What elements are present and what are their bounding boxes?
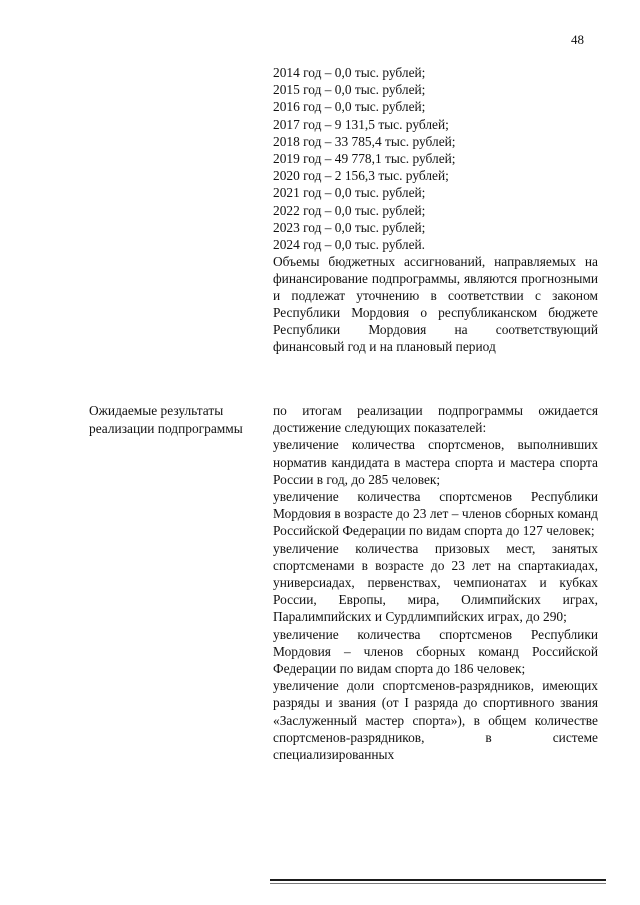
result-item: увеличение количества спортсменов, выполнивших норматив кандидата в мастера спорта и мастера спорта России в год, до 285 человек; (273, 437, 598, 487)
funding-year-item: 2014 год – 0,0 тыс. рублей; (273, 65, 426, 80)
funding-year-item: 2016 год – 0,0 тыс. рублей; (273, 99, 426, 115)
funding-year-item: 2021 год – 0,0 тыс. рублей; (273, 185, 426, 201)
funding-year-item: 2018 год – 33 785,4 тыс. рублей; (273, 133, 456, 149)
page-number: 48 (571, 32, 584, 47)
funding-year-item: 2022 год – 0,0 тыс. рублей; (273, 202, 426, 218)
funding-by-year-list (273, 64, 603, 253)
funding-year-item: 2017 год – 9 131,5 тыс. рублей; (273, 116, 449, 132)
funding-year-item: 2019 год – 49 778,1 тыс. рублей; (273, 151, 456, 167)
funding-year-item: 2015 год – 0,0 тыс. рублей; (273, 82, 426, 98)
result-item: увеличение количества спортсменов Республики Мордовия – членов сборных команд Российской Федерации по видам спорта до 186 человек; (273, 626, 598, 677)
funding-year-item: 2024 год – 0,0 тыс. рублей. (273, 237, 426, 253)
results-intro: по итогам реализации подпрограммы ожидается достижение следующих показателей: (273, 403, 598, 436)
result-item: увеличение количества призовых мест, занятых спортсменами в возрасте до 23 лет на спартакиадах, универсиадах, первенствах, чемпионатах и кубках России, Европы, мира, Олимпийских играх, Паралимпийских и Сурдлимпийских играх, до 290; (273, 540, 598, 625)
expected-results-list (273, 402, 598, 763)
result-item: увеличение количества спортсменов Республики Мордовия в возрасте до 23 лет – членов сборных команд Российской Федерации по видам спорта до 127 человек; (273, 489, 598, 539)
budget-forecast-note: Объемы бюджетных ассигнований, направляемых на финансирование подпрограммы, являются прогнозными и подлежат уточнению в соответствии с законом Республики Мордовия о республиканском бюджете Республики Мордовия на соответствующий финансовый год и на плановый период (273, 254, 598, 355)
bottom-rule (270, 879, 606, 881)
result-item: увеличение доли спортсменов-разрядников, имеющих разряды и звания (от I разряда до спортивного звания «Заслуженный мастер спорта»), в общем количестве спортсменов-разрядников, в системе специализированных (273, 678, 598, 763)
funding-year-item: 2020 год – 2 156,3 тыс. рублей; (273, 168, 449, 184)
funding-year-item: 2023 год – 0,0 тыс. рублей; (273, 219, 426, 235)
expected-results-label: Ожидаемые результаты реализации подпрограммы (89, 403, 243, 436)
bottom-rule-shadow (270, 883, 606, 884)
